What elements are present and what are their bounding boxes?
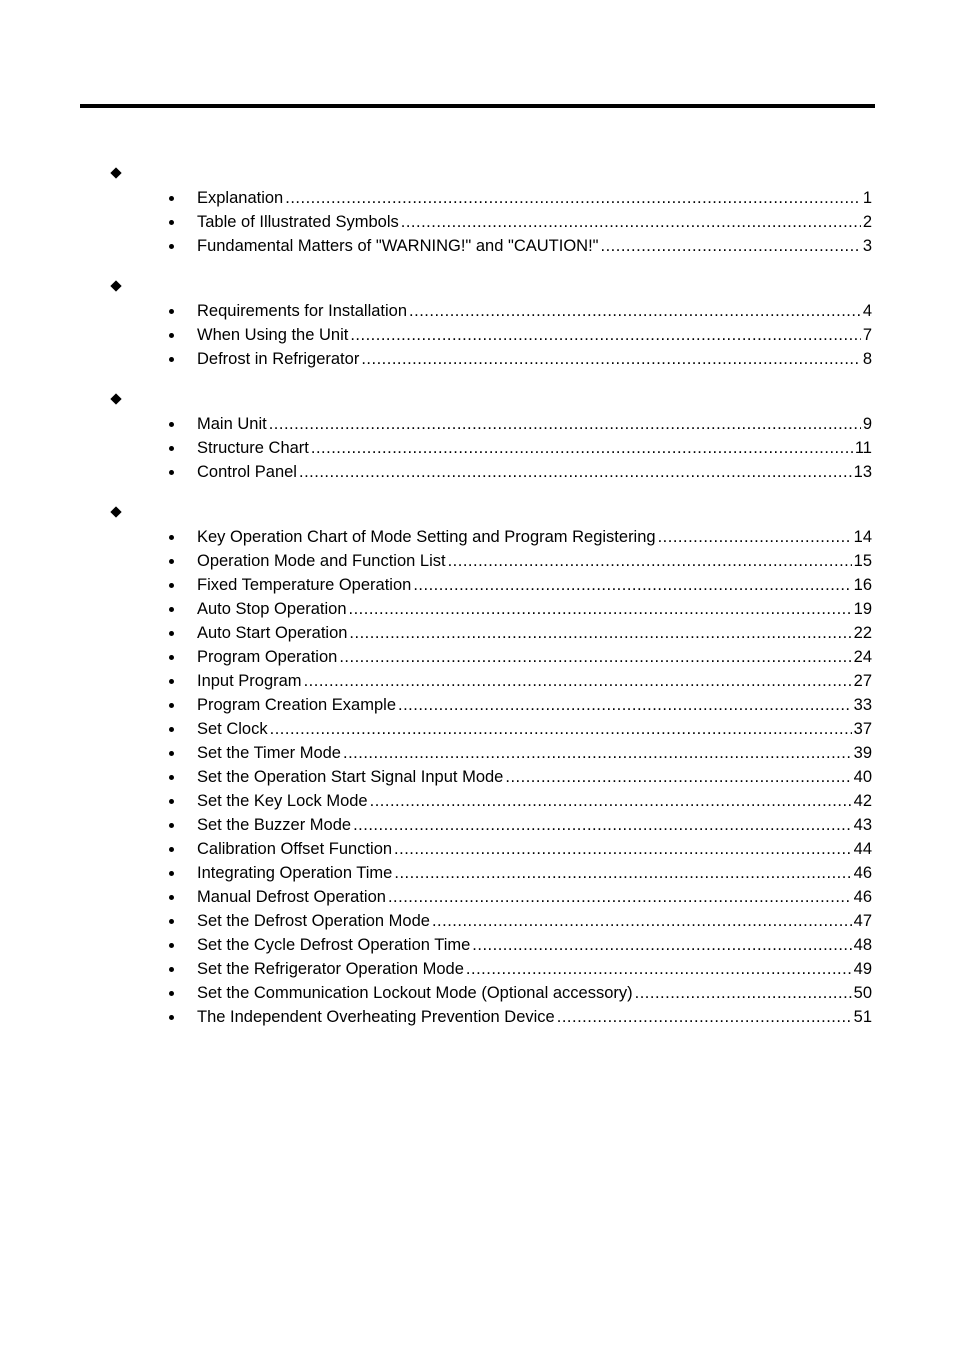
toc-entry-line (197, 645, 872, 669)
toc-entry-page-number: 27 (853, 672, 872, 690)
toc-entry-line (197, 186, 872, 210)
toc-entry[interactable] (0, 813, 954, 837)
dot-leader (466, 957, 852, 981)
toc-entry[interactable] (0, 981, 954, 1005)
toc-entry[interactable] (0, 621, 954, 645)
toc-entry-title: Defrost in Refrigerator (197, 350, 360, 368)
section-heading (0, 501, 954, 525)
toc-entry-page-number: 13 (853, 463, 872, 481)
toc-entry-title: When Using the Unit (197, 326, 349, 344)
toc-entry[interactable] (0, 909, 954, 933)
dot-leader (285, 186, 861, 210)
toc-entry-title: Set the Cycle Defrost Operation Time (197, 936, 471, 954)
dot-leader (353, 813, 852, 837)
section-heading (0, 162, 954, 186)
dot-leader (311, 436, 853, 460)
toc-entry-title: Operation Mode and Function List (197, 552, 446, 570)
toc-entry-page-number: 11 (854, 439, 872, 457)
toc-entry-line (197, 717, 872, 741)
bullet-icon (169, 799, 174, 804)
toc-entry-page-number: 1 (862, 189, 872, 207)
header-rule (80, 104, 875, 108)
bullet-icon (169, 991, 174, 996)
toc-entry-line (197, 693, 872, 717)
toc-entry-page-number: 9 (862, 415, 872, 433)
dot-leader (361, 347, 861, 371)
bullet-icon (169, 919, 174, 924)
toc-entry[interactable] (0, 1005, 954, 1029)
bullet-icon (169, 309, 174, 314)
toc-entry-line (197, 837, 872, 861)
dot-leader (388, 885, 852, 909)
toc-entry-title: Set the Communication Lockout Mode (Optional accessory) (197, 984, 633, 1002)
toc-entry[interactable] (0, 347, 954, 371)
toc-section (0, 162, 954, 258)
toc-entry-page-number: 44 (853, 840, 872, 858)
toc-entry[interactable] (0, 837, 954, 861)
dot-leader (394, 861, 851, 885)
bullet-icon (169, 333, 174, 338)
bullet-icon (169, 631, 174, 636)
toc-entry-page-number: 2 (862, 213, 872, 231)
bullet-icon (169, 775, 174, 780)
toc-entry-line (197, 210, 872, 234)
toc-entry-title: Set the Key Lock Mode (197, 792, 368, 810)
bullet-icon (169, 446, 174, 451)
toc-entry-line (197, 957, 872, 981)
bullet-icon (169, 422, 174, 427)
toc-entry-line (197, 765, 872, 789)
toc-entry-page-number: 14 (853, 528, 872, 546)
toc-entry[interactable] (0, 299, 954, 323)
toc-entry-line (197, 1005, 872, 1029)
toc-entry-page-number: 15 (853, 552, 872, 570)
toc-entry-title: Requirements for Installation (197, 302, 408, 320)
toc-entry-title: Fundamental Matters of "WARNING!" and "CAUTION!" (197, 237, 599, 255)
toc-entry[interactable] (0, 957, 954, 981)
bullet-icon (169, 655, 174, 660)
toc-entry-line (197, 621, 872, 645)
dot-leader (658, 525, 852, 549)
dot-leader (343, 741, 852, 765)
bullet-icon (169, 357, 174, 362)
dot-leader (635, 981, 852, 1005)
toc-entry-title: Main Unit (197, 415, 267, 433)
toc-entry-page-number: 8 (862, 350, 872, 368)
toc-entry-title: Structure Chart (197, 439, 309, 457)
dot-leader (472, 933, 851, 957)
toc-entry-line (197, 981, 872, 1005)
toc-entry-page-number: 50 (853, 984, 872, 1002)
toc-section (0, 501, 954, 1029)
toc-entry-line (197, 234, 872, 258)
toc-entry-page-number: 51 (853, 1008, 872, 1026)
toc-entry-page-number: 3 (862, 237, 872, 255)
toc-section (0, 388, 954, 484)
toc-entry[interactable] (0, 460, 954, 484)
bullet-icon (169, 727, 174, 732)
bullet-icon (169, 196, 174, 201)
toc-entry-page-number: 42 (853, 792, 872, 810)
bullet-icon (169, 967, 174, 972)
toc-entry[interactable] (0, 717, 954, 741)
toc-entry-title: Auto Start Operation (197, 624, 348, 642)
toc-entry[interactable] (0, 885, 954, 909)
bullet-icon (169, 679, 174, 684)
toc-entry-page-number: 19 (853, 600, 872, 618)
dot-leader (413, 573, 851, 597)
toc-entry[interactable] (0, 693, 954, 717)
toc-entry-line (197, 909, 872, 933)
toc-entry-title: Set the Defrost Operation Mode (197, 912, 430, 930)
toc-entry-title: Input Program (197, 672, 302, 690)
toc-entry-page-number: 48 (853, 936, 872, 954)
toc-entry-line (197, 669, 872, 693)
diamond-bullet-icon (110, 167, 121, 178)
toc-entry[interactable] (0, 186, 954, 210)
toc-entry[interactable] (0, 210, 954, 234)
toc-entry-title: Set the Buzzer Mode (197, 816, 352, 834)
toc-entry-line (197, 789, 872, 813)
toc-entry-page-number: 37 (853, 720, 872, 738)
dot-leader (432, 909, 852, 933)
bullet-icon (169, 535, 174, 540)
toc-entry-page-number: 40 (853, 768, 872, 786)
toc-entry-page-number: 24 (853, 648, 872, 666)
toc-entry-title: Program Operation (197, 648, 338, 666)
dot-leader (505, 765, 851, 789)
toc-section (0, 275, 954, 371)
dot-leader (394, 837, 852, 861)
toc-entry[interactable] (0, 234, 954, 258)
toc-entry-title: Set Clock (197, 720, 268, 738)
bullet-icon (169, 823, 174, 828)
toc-entry[interactable] (0, 549, 954, 573)
dot-leader (601, 234, 861, 258)
toc-entry[interactable] (0, 861, 954, 885)
toc-entry[interactable] (0, 789, 954, 813)
dot-leader (350, 323, 860, 347)
dot-leader (557, 1005, 852, 1029)
toc-entry-line (197, 597, 872, 621)
toc-entry-title: Table of Illustrated Symbols (197, 213, 399, 231)
toc-entry-page-number: 46 (853, 864, 872, 882)
section-heading (0, 275, 954, 299)
toc-entry[interactable] (0, 669, 954, 693)
toc-entry-title: Set the Timer Mode (197, 744, 341, 762)
toc-entry-page-number: 22 (853, 624, 872, 642)
dot-leader (299, 460, 852, 484)
bullet-icon (169, 1015, 174, 1020)
toc-entry-page-number: 4 (862, 302, 872, 320)
toc-entry-line (197, 460, 872, 484)
toc-entry-line (197, 299, 872, 323)
bullet-icon (169, 895, 174, 900)
dot-leader (270, 717, 852, 741)
toc-entry[interactable] (0, 765, 954, 789)
toc-entry-page-number: 46 (853, 888, 872, 906)
dot-leader (398, 693, 852, 717)
toc-entry-title: Set the Refrigerator Operation Mode (197, 960, 464, 978)
toc-entry-title: The Independent Overheating Prevention Device (197, 1008, 555, 1026)
bullet-icon (169, 703, 174, 708)
toc-entry[interactable] (0, 573, 954, 597)
toc-entry[interactable] (0, 597, 954, 621)
bullet-icon (169, 470, 174, 475)
dot-leader (349, 597, 852, 621)
toc-entry-line (197, 436, 872, 460)
bullet-icon (169, 244, 174, 249)
bullet-icon (169, 751, 174, 756)
toc-entry-line (197, 813, 872, 837)
bullet-icon (169, 871, 174, 876)
dot-leader (401, 210, 861, 234)
bullet-icon (169, 607, 174, 612)
diamond-bullet-icon (110, 280, 121, 291)
toc-entry[interactable] (0, 412, 954, 436)
toc-entry-title: Calibration Offset Function (197, 840, 393, 858)
toc-entry-title: Set the Operation Start Signal Input Mode (197, 768, 504, 786)
toc-entry[interactable] (0, 436, 954, 460)
toc-entry[interactable] (0, 933, 954, 957)
dot-leader (409, 299, 861, 323)
bullet-icon (169, 847, 174, 852)
toc-entry-line (197, 741, 872, 765)
toc-entry-title: Control Panel (197, 463, 297, 481)
toc-entry[interactable] (0, 741, 954, 765)
toc-entry-line (197, 861, 872, 885)
toc-entry-title: Auto Stop Operation (197, 600, 347, 618)
dot-leader (339, 645, 851, 669)
toc-entry-line (197, 323, 872, 347)
toc-entry-title: Manual Defrost Operation (197, 888, 386, 906)
diamond-bullet-icon (110, 393, 121, 404)
toc-entry-page-number: 43 (853, 816, 872, 834)
toc-entry-page-number: 47 (853, 912, 872, 930)
toc-entry-page-number: 39 (853, 744, 872, 762)
toc-entry-line (197, 347, 872, 371)
bullet-icon (169, 220, 174, 225)
toc-entry-title: Explanation (197, 189, 284, 207)
toc-entry-page-number: 33 (853, 696, 872, 714)
toc-entry-page-number: 16 (853, 576, 872, 594)
toc-entry-title: Fixed Temperature Operation (197, 576, 412, 594)
toc-entry-line (197, 525, 872, 549)
toc-entry-page-number: 49 (853, 960, 872, 978)
dot-leader (370, 789, 852, 813)
toc-entry[interactable] (0, 525, 954, 549)
toc-entry[interactable] (0, 645, 954, 669)
toc-entry-title: Program Creation Example (197, 696, 396, 714)
dot-leader (448, 549, 852, 573)
dot-leader (304, 669, 852, 693)
bullet-icon (169, 583, 174, 588)
toc-entry-line (197, 573, 872, 597)
section-heading (0, 388, 954, 412)
toc-entry-title: Key Operation Chart of Mode Setting and Program Registering (197, 528, 656, 546)
toc-entry-line (197, 549, 872, 573)
toc-entry-line (197, 885, 872, 909)
dot-leader (269, 412, 861, 436)
table-of-contents (0, 162, 954, 1046)
toc-entry[interactable] (0, 323, 954, 347)
bullet-icon (169, 559, 174, 564)
dot-leader (349, 621, 851, 645)
toc-entry-title: Integrating Operation Time (197, 864, 393, 882)
toc-entry-line (197, 412, 872, 436)
toc-entry-page-number: 7 (862, 326, 872, 344)
toc-entry-line (197, 933, 872, 957)
bullet-icon (169, 943, 174, 948)
diamond-bullet-icon (110, 506, 121, 517)
